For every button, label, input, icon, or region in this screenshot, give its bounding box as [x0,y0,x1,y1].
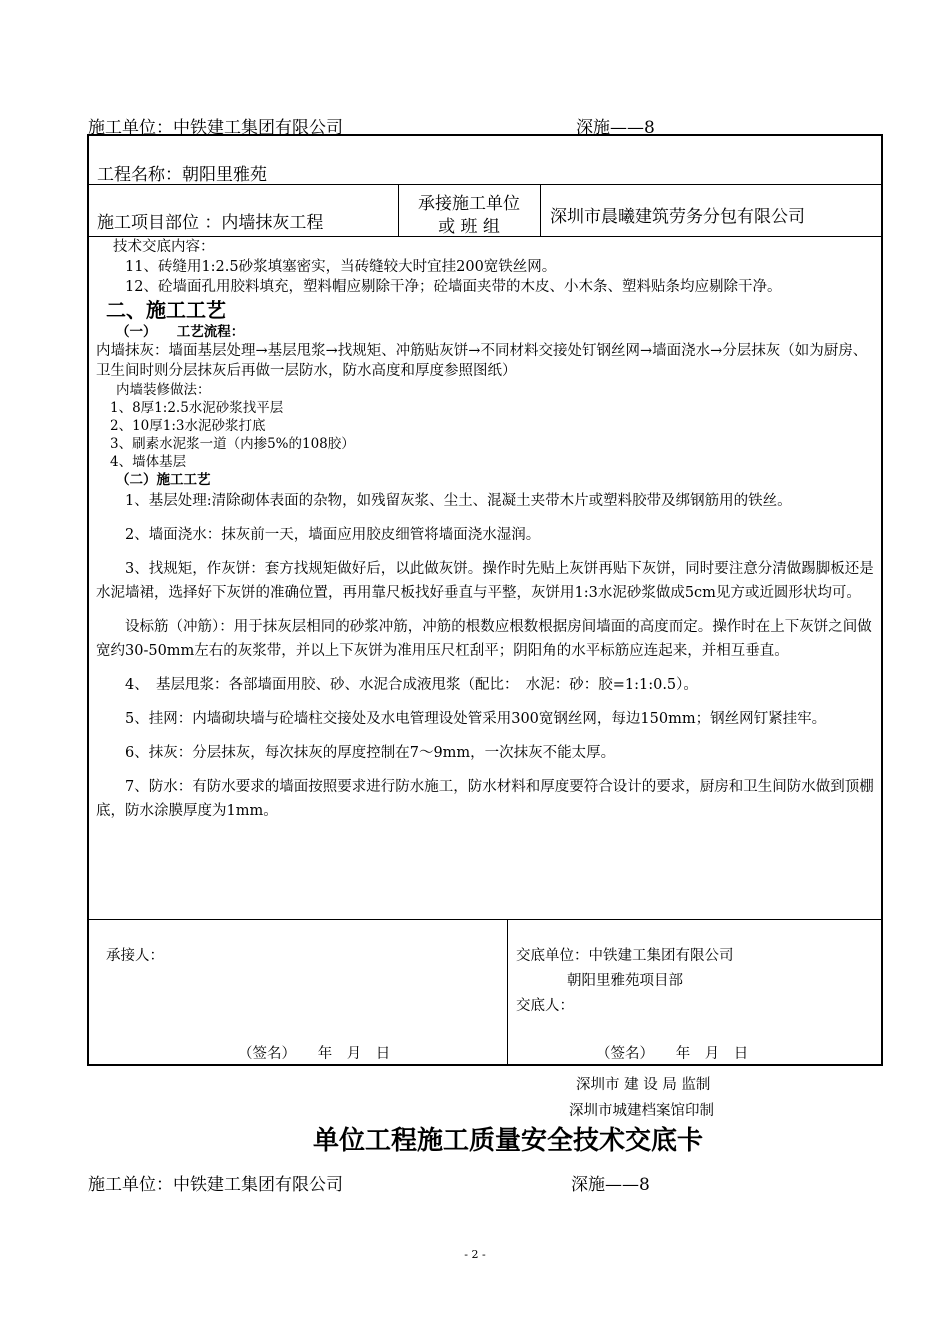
step-3: 3、找规矩，作灰饼：套方找规矩做好后，以此做灰饼。操作时先贴上灰饼再贴下灰饼，同时要注意分清做踢脚板还是水泥墙裙，选择好下灰饼的准确位置，再用靠尺板找好垂直与平整，灰饼用1:3水泥砂浆做成5cm见方或近圆形状均可。 [96,561,874,601]
step-2: 2、墙面浇水：抹灰前一天，墙面应用胶皮细管将墙面浇水湿润。 [125,527,541,543]
spacer [96,547,878,557]
process-flow-text: 内墙抹灰：墙面基层处理→基层甩浆→找规矩、冲筋贴灰饼→不同材料交接处钉钢丝网→墙面浇水→分层抹灰（如为厨房、卫生间时则分层抹灰后再做一层防水，防水高度和厚度参照图纸） [96,343,868,379]
subsection-process: （二）施工工艺 [116,472,211,488]
form-code: 深施——8 [576,118,655,138]
col-divider [540,184,541,236]
next-form-code: 深施——8 [571,1175,650,1195]
step-7: 7、防水：有防水要求的墙面按照要求进行防水施工，防水材料和厚度要符合设计的要求，厨房和卫生间防水做到顶棚底，防水涂膜厚度为1mm。 [96,779,874,819]
printer-note: 深圳市城建档案馆印制 [569,1103,714,1119]
contractor-label-2: 或 班 组 [438,217,500,237]
page-number: - 2 - [464,1248,486,1261]
step-1: 1、基层处理:清除砌体表面的杂物，如残留灰浆、尘土、混凝土夹带木片或塑料胶带及绑钢筋用的铁丝。 [125,493,792,509]
contractor-value: 深圳市晨曦建筑劳务分包有限公司 [550,207,805,227]
step-5: 5、挂网：内墙砌块墙与砼墙柱交接处及水电管理设处管采用300宽钢丝网，每边150mm；钢丝网钉紧挂牢。 [125,711,827,727]
spacer [96,513,878,523]
issuer-sign-date: （签名） 年 月 日 [596,1046,749,1062]
project-part: 施工项目部位 ：内墙抹灰工程 [97,213,324,233]
method-3: 3、刷素水泥浆一道（内掺5%的108胶） [110,436,355,452]
form-title: 单位工程施工质量安全技术交底卡 [313,1126,704,1156]
issuer-dept: 朝阳里雅苑项目部 [567,973,683,989]
spacer [96,697,878,707]
method-1: 1、8厚1:2.5水泥砂浆找平层 [110,400,284,416]
item-11: 11、砖缝用1:2.5砂浆填塞密实，当砖缝较大时宜挂200宽铁丝网。 [125,259,557,275]
next-construction-unit: 施工单位：中铁建工集团有限公司 [88,1175,343,1195]
spacer [96,605,878,615]
step-6: 6、抹灰：分层抹灰，每次抹灰的厚度控制在7～9mm，一次抹灰不能太厚。 [125,745,616,761]
issuer-unit: 交底单位：中铁建工集团有限公司 [516,948,734,964]
col-divider [507,919,508,1065]
receiver-label: 承接人： [106,948,164,964]
method-2: 2、10厚1:3水泥砂浆打底 [110,418,266,434]
spacer [96,731,878,741]
issuer-person: 交底人： [516,998,574,1014]
disclosure-content [96,237,878,823]
process-flow [96,341,878,381]
method-4: 4、墙体基层 [110,454,187,470]
step-3-ribs: 设标筋（冲筋）：用于抹灰层相同的砂浆冲筋，冲筋的根数应根数根据房间墙面的高度而定。操作时在上下灰饼之间做宽约30-50mm左右的灰浆带，并以上下灰饼为准用压尺杠刮平；阴阳角的水平标筋应连起来，并相互垂直。 [96,619,872,659]
supervisor-note: 深圳市 建 设 局 监制 [576,1077,711,1093]
content-intro: 技术交底内容： [113,239,215,255]
construction-unit: 施工单位：中铁建工集团有限公司 [88,118,343,138]
subsection-flow: （一） 工艺流程： [116,324,245,340]
spacer [96,663,878,673]
item-12: 12、砼墙面孔用胶料填充，塑料帽应剔除干净；砼墙面夹带的木皮、小木条、塑料贴条均应剔除干净。 [125,279,782,295]
spacer [96,765,878,775]
row-divider [88,919,883,920]
step-4: 4、 基层甩浆：各部墙面用胶、砂、水泥合成液甩浆（配比： 水泥：砂：胶=1:1:0.5）。 [125,677,698,693]
contractor-label: 承接施工单位 [418,194,520,214]
method-title: 内墙装修做法： [116,382,211,398]
receiver-sign-date: （签名） 年 月 日 [238,1046,391,1062]
project-name: 工程名称：朝阳里雅苑 [97,165,267,185]
section-heading: 二、施工工艺 [106,298,226,322]
